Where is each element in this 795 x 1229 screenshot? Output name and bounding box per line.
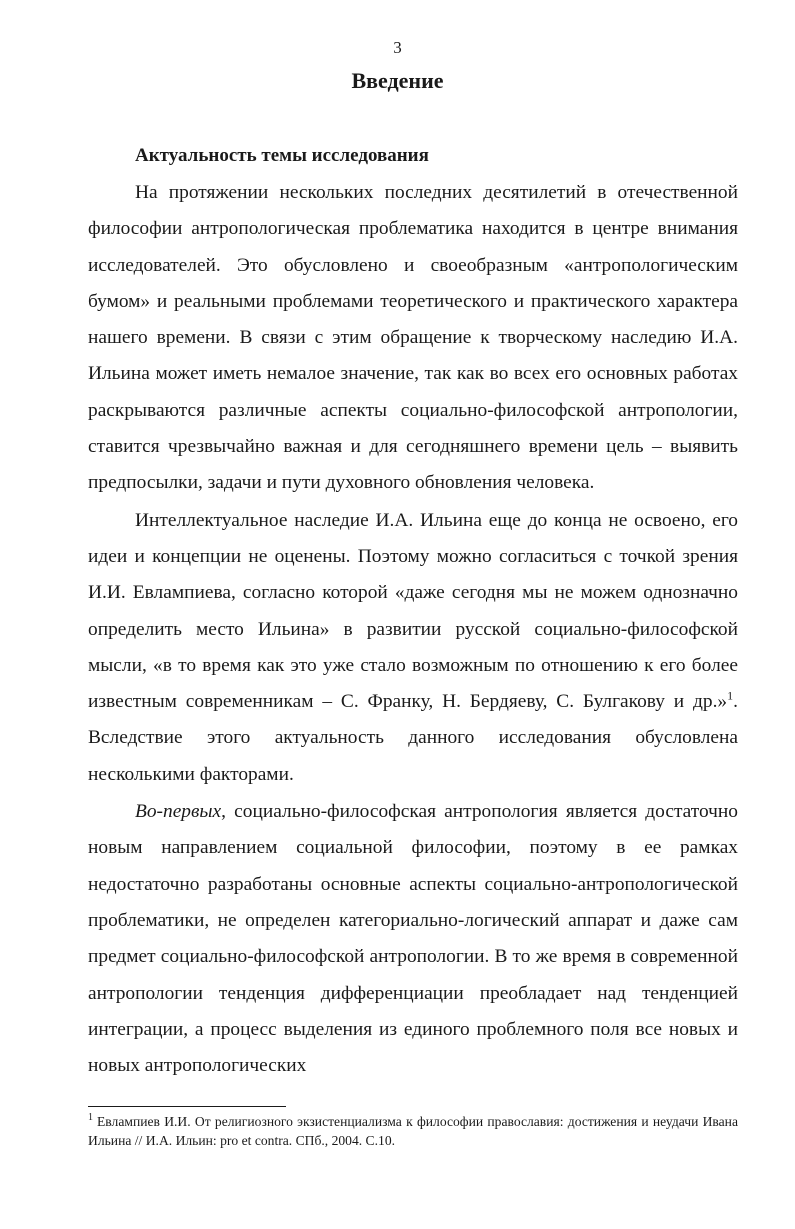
footnote-divider — [88, 1106, 286, 1107]
section-heading: Актуальность темы исследования — [135, 145, 429, 166]
paragraph-3-emphasis: Во-первых — [135, 801, 222, 823]
paragraph-2-text: Интеллектуальное наследие И.А. Ильина еще до конца не освоено, его идеи и концепции не оценены. Поэтому можно согласиться с точкой зрения И.И. Евлампиева, согласно которой «даже сегодня мы не можем однозначно определить место Ильина» в развитии русской социально-философской мысли, «в то время как это уже стало возможным по отношению к его более известным современникам – С. Франку, Н. Бердяеву, С. Булгакову и др.» — [88, 509, 738, 713]
paragraph-1: На протяжении нескольких последних десятилетий в отечественной философии антропологическая проблематика находится в центре внимания исследователей. Это обусловлено и своеобразным «антропологическим бумом» и реальными проблемами теоретического и практического характера нашего времени. В связи с этим обращение к творческому наследию И.А. Ильина может иметь немалое значение, так как во всех его основных работах раскрываются различные аспекты социально-философской антропологии, ставится чрезвычайно важная и для сегодняшнего времени цель – выявить предпосылки, задачи и пути духовного обновления человека. — [88, 182, 738, 494]
paragraph-3 — [88, 794, 738, 1084]
footnote — [88, 1112, 738, 1150]
page-number: 3 — [393, 38, 402, 57]
body-text — [88, 175, 738, 1084]
paragraph-2 — [88, 503, 738, 793]
footnote-marker: 1 — [88, 1112, 93, 1124]
paragraph-3-text: , социально-философская антропология является достаточно новым направлением социальной философии, поэтому в ее рамках недостаточно разработаны основные аспекты социально-антропологической проблематики, не определен категориально-логический аппарат и даже сам предмет социально-философской антропологии. В то же время в современной антропологии тенденция дифференциации преобладает над тенденцией интеграции, а процесс выделения из единого проблемного поля все новых и новых антропологических — [88, 801, 738, 1077]
footnote-reference: 1 — [727, 688, 734, 703]
page-title: Введение — [351, 68, 444, 93]
paragraph-2-text-end: . Вследствие этого актуальность данного исследования обусловлена несколькими факторами. — [88, 691, 738, 785]
footnote-text: Евлампиев И.И. От религиозного экзистенциализма к философии православия: достижения и неудачи Ивана Ильина // И.А. Ильин: pro et contra. СПб., 2004. С.10. — [88, 1114, 738, 1148]
